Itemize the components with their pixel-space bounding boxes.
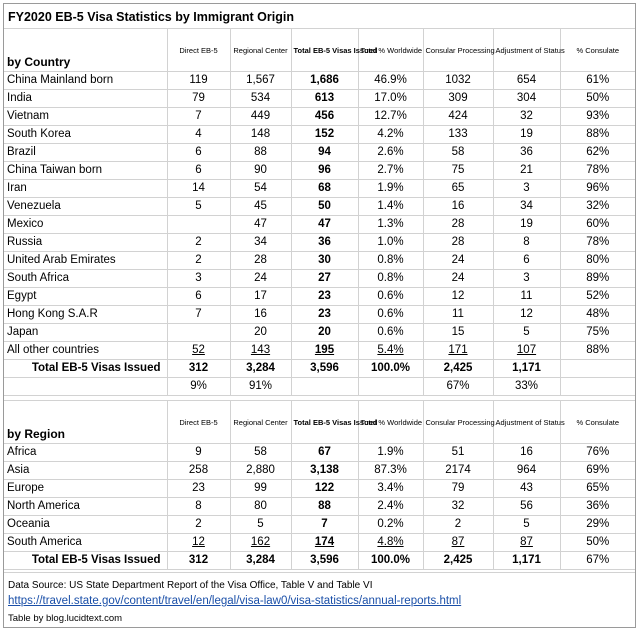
cell: 12 bbox=[493, 306, 560, 324]
col-direct-header: Direct EB-5 bbox=[167, 401, 230, 444]
region-table bbox=[4, 400, 635, 570]
table-row bbox=[4, 234, 635, 252]
cell-value: 171 bbox=[448, 344, 468, 356]
cell: 5 bbox=[493, 324, 560, 342]
cell: 46.9% bbox=[358, 72, 423, 90]
cell: 88% bbox=[560, 342, 635, 360]
row-label: North America bbox=[4, 498, 167, 516]
total-cell: 100.0% bbox=[358, 360, 423, 378]
col-pct-consulate-header: % Consulate bbox=[560, 29, 635, 72]
row-label: All other countries bbox=[4, 342, 167, 360]
cell: 1.3% bbox=[358, 216, 423, 234]
table-row bbox=[4, 90, 635, 108]
table-row bbox=[4, 288, 635, 306]
cell: 23 bbox=[167, 480, 230, 498]
cell: 3 bbox=[167, 270, 230, 288]
percent-cell: 67% bbox=[423, 378, 493, 396]
cell bbox=[230, 342, 291, 360]
row-label: China Mainland born bbox=[4, 72, 167, 90]
cell: 119 bbox=[167, 72, 230, 90]
row-label: Egypt bbox=[4, 288, 167, 306]
cell-value: 5.4% bbox=[377, 344, 404, 356]
cell: 36% bbox=[560, 498, 635, 516]
cell: 50 bbox=[291, 198, 358, 216]
table-row bbox=[4, 516, 635, 534]
cell: 99 bbox=[230, 480, 291, 498]
cell bbox=[230, 534, 291, 552]
cell: 17.0% bbox=[358, 90, 423, 108]
table-row bbox=[4, 534, 635, 552]
country-section-label: by Country bbox=[4, 29, 167, 72]
row-label: United Arab Emirates bbox=[4, 252, 167, 270]
cell: 5 bbox=[493, 516, 560, 534]
cell: 14 bbox=[167, 180, 230, 198]
cell: 654 bbox=[493, 72, 560, 90]
total-cell bbox=[560, 360, 635, 378]
cell bbox=[291, 534, 358, 552]
total-row bbox=[4, 552, 635, 570]
table-row bbox=[4, 108, 635, 126]
row-label: Vietnam bbox=[4, 108, 167, 126]
cell-value: 52 bbox=[192, 344, 205, 356]
col-total-pct-header: Total % Worldwide bbox=[358, 401, 423, 444]
col-adjustment-header: Adjustment of Status bbox=[493, 29, 560, 72]
cell: 60% bbox=[560, 216, 635, 234]
cell bbox=[358, 342, 423, 360]
cell-value: 12 bbox=[192, 536, 205, 548]
cell: 36 bbox=[291, 234, 358, 252]
cell: 67 bbox=[291, 444, 358, 462]
cell bbox=[167, 534, 230, 552]
row-label: Asia bbox=[4, 462, 167, 480]
cell-value: 143 bbox=[250, 344, 271, 356]
cell: 65% bbox=[560, 480, 635, 498]
table-row bbox=[4, 72, 635, 90]
cell: 28 bbox=[423, 216, 493, 234]
footer-divider bbox=[4, 572, 635, 573]
cell: 3.4% bbox=[358, 480, 423, 498]
cell: 34 bbox=[230, 234, 291, 252]
table-row bbox=[4, 162, 635, 180]
cell: 0.2% bbox=[358, 516, 423, 534]
row-label: Europe bbox=[4, 480, 167, 498]
cell bbox=[167, 324, 230, 342]
data-source-note: Data Source: US State Department Report of the Visa Office, Table V and Table VI bbox=[8, 580, 373, 591]
cell: 6 bbox=[167, 144, 230, 162]
cell: 1.4% bbox=[358, 198, 423, 216]
cell: 4 bbox=[167, 126, 230, 144]
cell: 75% bbox=[560, 324, 635, 342]
cell: 34 bbox=[493, 198, 560, 216]
cell: 96 bbox=[291, 162, 358, 180]
cell: 96% bbox=[560, 180, 635, 198]
cell: 2.7% bbox=[358, 162, 423, 180]
cell bbox=[493, 342, 560, 360]
col-pct-consulate-header: % Consulate bbox=[560, 401, 635, 444]
cell: 449 bbox=[230, 108, 291, 126]
region-header-row bbox=[4, 401, 635, 444]
cell: 27 bbox=[291, 270, 358, 288]
cell: 6 bbox=[493, 252, 560, 270]
total-cell: 67% bbox=[560, 552, 635, 570]
cell: 24 bbox=[423, 252, 493, 270]
cell: 90 bbox=[230, 162, 291, 180]
cell: 9 bbox=[167, 444, 230, 462]
cell: 15 bbox=[423, 324, 493, 342]
cell: 613 bbox=[291, 90, 358, 108]
total-cell: 312 bbox=[167, 552, 230, 570]
table-row bbox=[4, 324, 635, 342]
cell-value: 174 bbox=[314, 536, 335, 548]
total-label: Total EB-5 Visas Issued bbox=[4, 360, 167, 378]
cell: 0.8% bbox=[358, 270, 423, 288]
cell: 36 bbox=[493, 144, 560, 162]
page-title: FY2020 EB-5 Visa Statistics by Immigrant Origin bbox=[8, 10, 294, 24]
cell: 20 bbox=[291, 324, 358, 342]
cell: 54 bbox=[230, 180, 291, 198]
cell: 2 bbox=[167, 234, 230, 252]
col-regional-header: Regional Center bbox=[230, 29, 291, 72]
cell: 19 bbox=[493, 126, 560, 144]
cell: 122 bbox=[291, 480, 358, 498]
cell: 5 bbox=[167, 198, 230, 216]
cell: 309 bbox=[423, 90, 493, 108]
cell: 93% bbox=[560, 108, 635, 126]
total-cell: 312 bbox=[167, 360, 230, 378]
cell: 88 bbox=[291, 498, 358, 516]
col-regional-header: Regional Center bbox=[230, 401, 291, 444]
cell: 2.6% bbox=[358, 144, 423, 162]
cell: 69% bbox=[560, 462, 635, 480]
table-row bbox=[4, 126, 635, 144]
cell: 51 bbox=[423, 444, 493, 462]
cell: 52% bbox=[560, 288, 635, 306]
cell: 76% bbox=[560, 444, 635, 462]
cell: 5 bbox=[230, 516, 291, 534]
cell: 148 bbox=[230, 126, 291, 144]
cell: 94 bbox=[291, 144, 358, 162]
section-gap bbox=[4, 383, 635, 401]
col-consular-header: Consular Processing bbox=[423, 401, 493, 444]
cell: 68 bbox=[291, 180, 358, 198]
col-total-pct-header: Total % Worldwide bbox=[358, 29, 423, 72]
col-total-issued-header: Total EB-5 Visas Issued bbox=[291, 401, 358, 444]
cell bbox=[423, 534, 493, 552]
cell: 7 bbox=[167, 108, 230, 126]
cell: 28 bbox=[230, 252, 291, 270]
cell-value: 87 bbox=[520, 536, 533, 548]
col-direct-header: Direct EB-5 bbox=[167, 29, 230, 72]
cell: 11 bbox=[493, 288, 560, 306]
cell: 88 bbox=[230, 144, 291, 162]
cell-value: 107 bbox=[516, 344, 537, 356]
cell: 8 bbox=[493, 234, 560, 252]
cell bbox=[358, 534, 423, 552]
total-cell: 1,171 bbox=[493, 552, 560, 570]
cell: 2174 bbox=[423, 462, 493, 480]
cell: 79 bbox=[423, 480, 493, 498]
cell: 12 bbox=[423, 288, 493, 306]
row-label: Oceania bbox=[4, 516, 167, 534]
cell: 21 bbox=[493, 162, 560, 180]
table-row bbox=[4, 306, 635, 324]
cell: 80% bbox=[560, 252, 635, 270]
cell bbox=[493, 534, 560, 552]
source-link[interactable]: https://travel.state.gov/content/travel/en/legal/visa-law0/visa-statistics/annual-reports.html bbox=[8, 595, 462, 607]
cell: 30 bbox=[291, 252, 358, 270]
cell: 24 bbox=[423, 270, 493, 288]
row-label: Japan bbox=[4, 324, 167, 342]
row-label: South Korea bbox=[4, 126, 167, 144]
total-cell: 2,425 bbox=[423, 360, 493, 378]
cell: 20 bbox=[230, 324, 291, 342]
cell: 3 bbox=[493, 180, 560, 198]
row-label: Mexico bbox=[4, 216, 167, 234]
cell: 304 bbox=[493, 90, 560, 108]
total-label: Total EB-5 Visas Issued bbox=[4, 552, 167, 570]
cell: 424 bbox=[423, 108, 493, 126]
cell: 48% bbox=[560, 306, 635, 324]
total-row bbox=[4, 360, 635, 378]
cell bbox=[167, 216, 230, 234]
cell: 0.6% bbox=[358, 306, 423, 324]
cell: 17 bbox=[230, 288, 291, 306]
cell: 1.9% bbox=[358, 180, 423, 198]
row-label: China Taiwan born bbox=[4, 162, 167, 180]
col-consular-header: Consular Processing bbox=[423, 29, 493, 72]
row-label: India bbox=[4, 90, 167, 108]
cell: 79 bbox=[167, 90, 230, 108]
col-adjustment-header: Adjustment of Status bbox=[493, 401, 560, 444]
table-row bbox=[4, 144, 635, 162]
cell: 3 bbox=[493, 270, 560, 288]
cell: 152 bbox=[291, 126, 358, 144]
cell: 29% bbox=[560, 516, 635, 534]
cell: 58 bbox=[230, 444, 291, 462]
cell bbox=[423, 342, 493, 360]
cell: 2.4% bbox=[358, 498, 423, 516]
cell: 78% bbox=[560, 234, 635, 252]
cell: 258 bbox=[167, 462, 230, 480]
cell: 28 bbox=[423, 234, 493, 252]
cell: 75 bbox=[423, 162, 493, 180]
total-cell: 3,284 bbox=[230, 552, 291, 570]
cell: 456 bbox=[291, 108, 358, 126]
cell: 16 bbox=[493, 444, 560, 462]
row-label: Hong Kong S.A.R bbox=[4, 306, 167, 324]
table-row bbox=[4, 198, 635, 216]
row-label: Africa bbox=[4, 444, 167, 462]
cell: 7 bbox=[167, 306, 230, 324]
cell: 23 bbox=[291, 306, 358, 324]
cell: 45 bbox=[230, 198, 291, 216]
total-cell: 2,425 bbox=[423, 552, 493, 570]
cell: 16 bbox=[230, 306, 291, 324]
cell: 1.9% bbox=[358, 444, 423, 462]
country-table bbox=[4, 28, 635, 396]
cell: 61% bbox=[560, 72, 635, 90]
table-row bbox=[4, 216, 635, 234]
percent-cell: 9% bbox=[167, 378, 230, 396]
cell: 1,567 bbox=[230, 72, 291, 90]
region-section-label: by Region bbox=[4, 401, 167, 444]
cell: 65 bbox=[423, 180, 493, 198]
cell: 1,686 bbox=[291, 72, 358, 90]
table-row bbox=[4, 498, 635, 516]
cell: 534 bbox=[230, 90, 291, 108]
cell: 24 bbox=[230, 270, 291, 288]
cell: 47 bbox=[291, 216, 358, 234]
cell: 6 bbox=[167, 162, 230, 180]
cell: 3,138 bbox=[291, 462, 358, 480]
cell: 47 bbox=[230, 216, 291, 234]
cell: 11 bbox=[423, 306, 493, 324]
row-label: Brazil bbox=[4, 144, 167, 162]
cell: 32 bbox=[493, 108, 560, 126]
table-row bbox=[4, 444, 635, 462]
cell-value: 162 bbox=[250, 536, 271, 548]
cell: 0.6% bbox=[358, 288, 423, 306]
col-total-issued-header: Total EB-5 Visas Issued bbox=[291, 29, 358, 72]
cell: 2,880 bbox=[230, 462, 291, 480]
cell: 87.3% bbox=[358, 462, 423, 480]
table-row bbox=[4, 270, 635, 288]
cell: 2 bbox=[423, 516, 493, 534]
total-cell: 3,596 bbox=[291, 360, 358, 378]
cell: 7 bbox=[291, 516, 358, 534]
cell: 16 bbox=[423, 198, 493, 216]
row-label: Russia bbox=[4, 234, 167, 252]
total-cell: 3,596 bbox=[291, 552, 358, 570]
cell-value: 195 bbox=[314, 344, 335, 356]
cell: 62% bbox=[560, 144, 635, 162]
cell: 56 bbox=[493, 498, 560, 516]
cell: 89% bbox=[560, 270, 635, 288]
cell: 80 bbox=[230, 498, 291, 516]
cell: 0.8% bbox=[358, 252, 423, 270]
percent-cell: 33% bbox=[493, 378, 560, 396]
cell: 43 bbox=[493, 480, 560, 498]
cell: 964 bbox=[493, 462, 560, 480]
table-row bbox=[4, 252, 635, 270]
cell: 88% bbox=[560, 126, 635, 144]
cell-value: 4.8% bbox=[377, 536, 404, 548]
cell: 6 bbox=[167, 288, 230, 306]
total-cell: 1,171 bbox=[493, 360, 560, 378]
cell bbox=[167, 342, 230, 360]
row-label: Venezuela bbox=[4, 198, 167, 216]
row-label: South America bbox=[4, 534, 167, 552]
cell: 2 bbox=[167, 252, 230, 270]
table-row bbox=[4, 342, 635, 360]
percent-cell: 91% bbox=[230, 378, 291, 396]
cell: 4.2% bbox=[358, 126, 423, 144]
cell-value: 87 bbox=[451, 536, 465, 548]
credit-note: Table by blog.lucidtext.com bbox=[8, 613, 123, 624]
total-cell: 100.0% bbox=[358, 552, 423, 570]
row-label: Iran bbox=[4, 180, 167, 198]
table-row bbox=[4, 480, 635, 498]
cell: 23 bbox=[291, 288, 358, 306]
cell: 1032 bbox=[423, 72, 493, 90]
row-label: South Africa bbox=[4, 270, 167, 288]
cell: 19 bbox=[493, 216, 560, 234]
cell: 1.0% bbox=[358, 234, 423, 252]
cell: 133 bbox=[423, 126, 493, 144]
total-cell: 3,284 bbox=[230, 360, 291, 378]
cell: 78% bbox=[560, 162, 635, 180]
cell: 50% bbox=[560, 534, 635, 552]
cell: 2 bbox=[167, 516, 230, 534]
cell: 32 bbox=[423, 498, 493, 516]
table-row bbox=[4, 180, 635, 198]
cell: 50% bbox=[560, 90, 635, 108]
cell: 32% bbox=[560, 198, 635, 216]
cell bbox=[291, 342, 358, 360]
country-header-row bbox=[4, 29, 635, 72]
table-row bbox=[4, 462, 635, 480]
cell: 0.6% bbox=[358, 324, 423, 342]
cell: 58 bbox=[423, 144, 493, 162]
cell: 8 bbox=[167, 498, 230, 516]
cell: 12.7% bbox=[358, 108, 423, 126]
